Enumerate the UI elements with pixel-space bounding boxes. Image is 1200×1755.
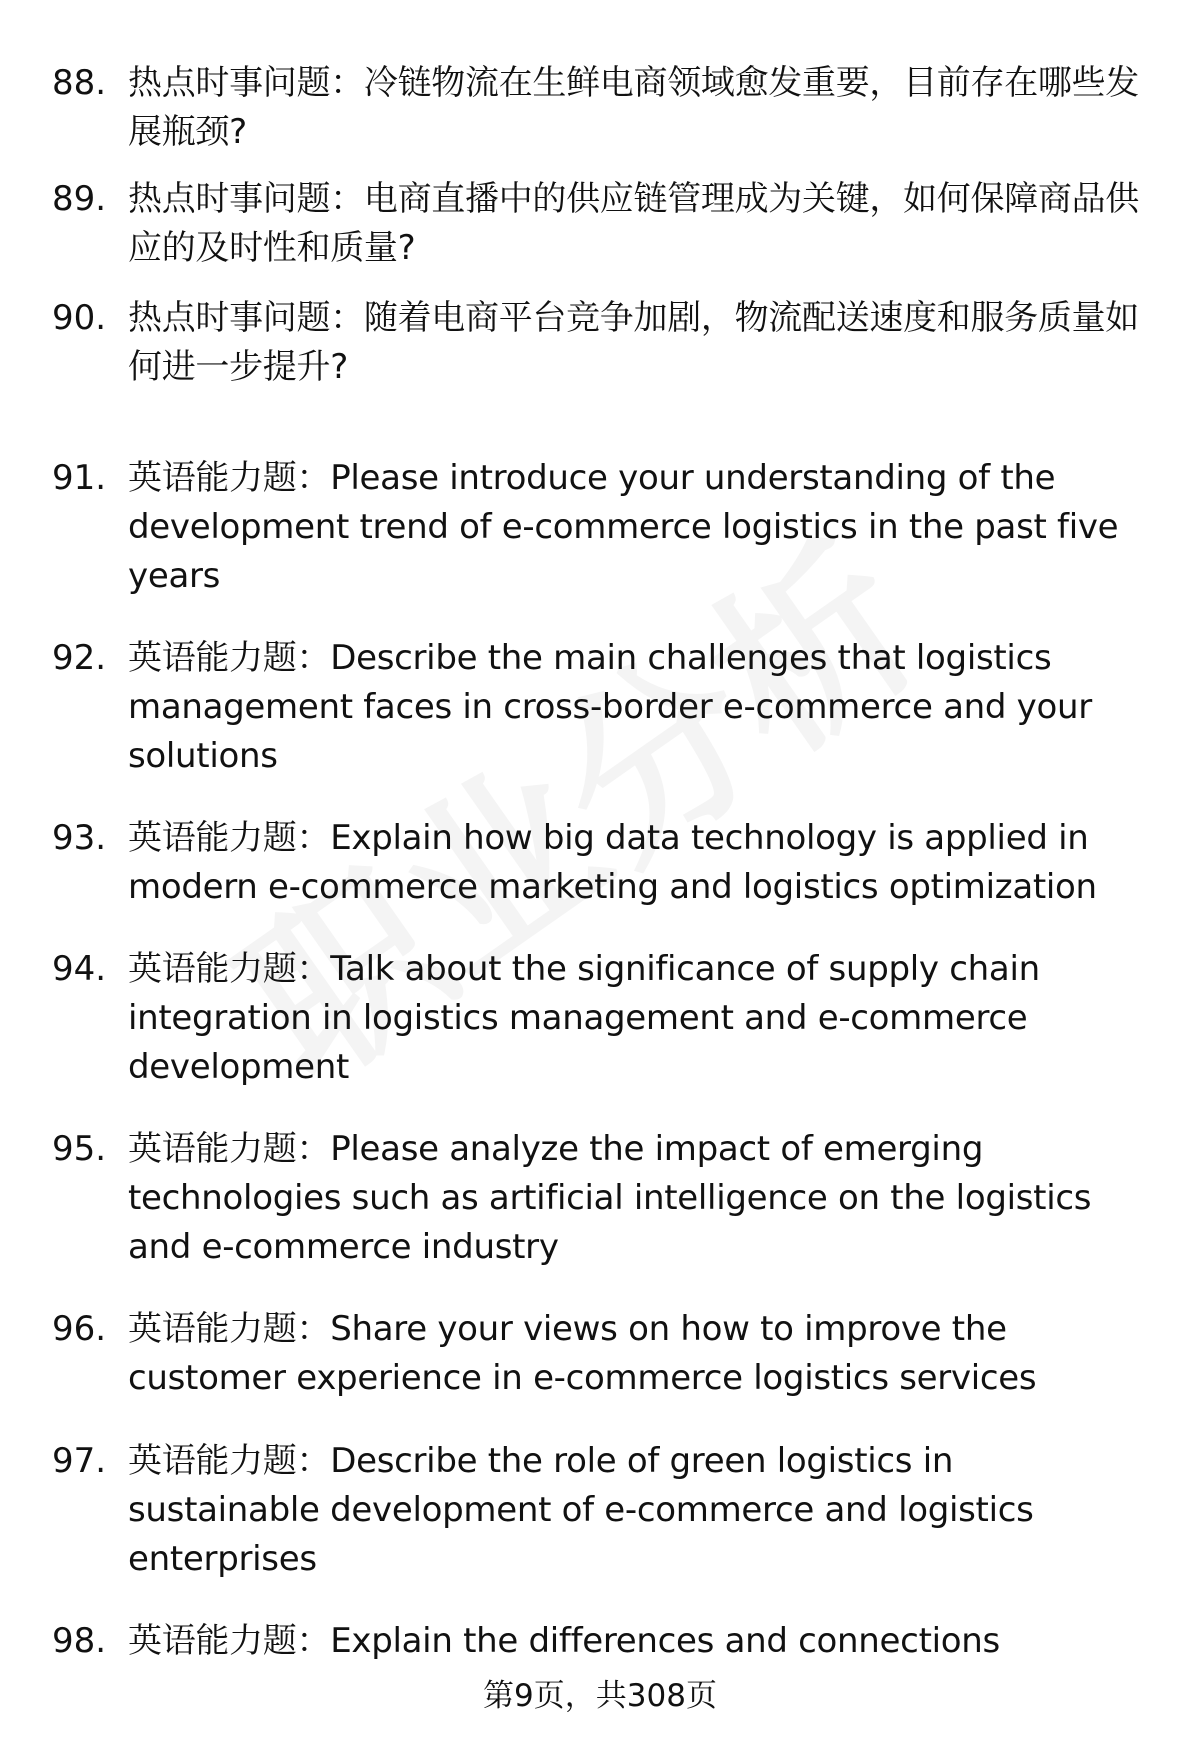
question-number: 96. <box>52 1309 107 1349</box>
question-text: 英语能力题：Explain the differences and connections <box>128 1621 1000 1661</box>
question-text: 英语能力题：Talk about the significance of supply chain integration in logistics management and e-commerce development <box>128 949 1040 1087</box>
question-text: 英语能力题：Please analyze the impact of emerging technologies such as artificial intelligence on the logistics and e-commerce industry <box>128 1129 1092 1267</box>
question-number: 89. <box>52 179 107 219</box>
question-text: 英语能力题：Explain how big data technology is applied in modern e-commerce marketing and logistics optimization <box>128 818 1097 907</box>
question-number: 98. <box>52 1621 107 1661</box>
question-text: 英语能力题：Share your views on how to improve the customer experience in e-commerce logistics services <box>128 1309 1037 1398</box>
question-text: 英语能力题：Describe the role of green logistics in sustainable development of e-commerce and logistics enterprises <box>128 1441 1034 1579</box>
question-text: 英语能力题：Describe the main challenges that logistics management faces in cross-border e-commerce and your solutions <box>128 638 1092 776</box>
question-number: 95. <box>52 1129 107 1169</box>
question-number: 91. <box>52 458 107 498</box>
question-text: 热点时事问题：随着电商平台竞争加剧，物流配送速度和服务质量如何进一步提升? <box>128 298 1139 387</box>
question-number: 90. <box>52 298 107 338</box>
question-number: 94. <box>52 949 107 989</box>
question-number: 92. <box>52 638 107 678</box>
question-number: 88. <box>52 63 107 103</box>
question-text: 英语能力题：Please introduce your understanding of the development trend of e-commerce logistics in the past five years <box>128 458 1119 596</box>
question-text: 热点时事问题：电商直播中的供应链管理成为关键，如何保障商品供应的及时性和质量? <box>128 179 1139 268</box>
question-number: 93. <box>52 818 107 858</box>
page-footer: 第9页，共308页 <box>483 1678 717 1714</box>
question-number: 97. <box>52 1441 107 1481</box>
question-text: 热点时事问题：冷链物流在生鲜电商领域愈发重要，目前存在哪些发展瓶颈? <box>128 63 1139 152</box>
